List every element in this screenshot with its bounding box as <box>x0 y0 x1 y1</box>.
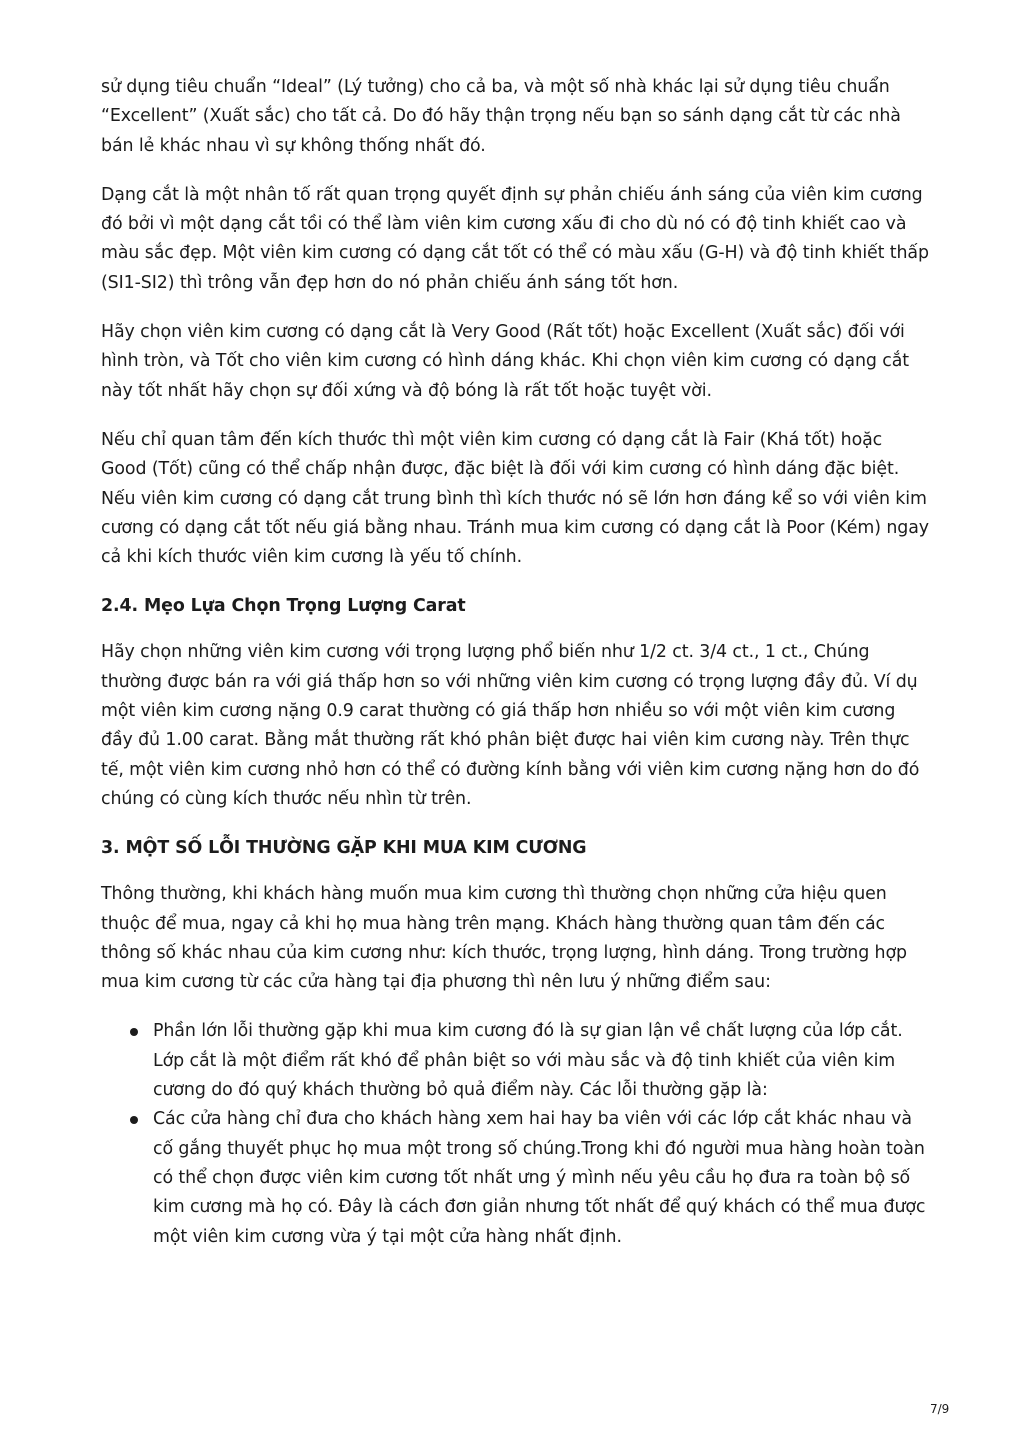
bullet-icon <box>130 1028 138 1036</box>
paragraph-carat-tips: Hãy chọn những viên kim cương với trọng lượng phổ biến như 1/2 ct. 3/4 ct., 1 ct., Chúng thường được bán ra với giá thấp hơn so với những viên kim cương có trọng lượng đầy đủ. Ví dụ một viên kim cương nặng 0.9 carat thường có giá thấp hơn nhiều so với một viên kim cương đầy đủ 1.00 carat. Bằng mắt thường rất khó phân biệt được hai viên kim cương này. Trên thực tế, một viên kim cương nhỏ hơn có thể có đường kính bằng với viên kim cương nặng hơn do đó chúng có cùng kích thước nếu nhìn từ trên. <box>101 642 920 809</box>
paragraph-common-mistakes: Thông thường, khi khách hàng muốn mua kim cương thì thường chọn những cửa hiệu quen thuộc để mua, ngay cả khi họ mua hàng trên mạng. Khách hàng thường quan tâm đến các thông số khác nhau của kim cương như: kích thước, trọng lượng, hình dáng. Trong trường hợp mua kim cương từ các cửa hàng tại địa phương thì nên lưu ý những điểm sau: <box>101 884 907 993</box>
list-item-text: Phần lớn lỗi thường gặp khi mua kim cương đó là sự gian lận về chất lượng của lớp cắt. Lớp cắt là một điểm rất khó để phân biệt so với màu sắc và độ tinh khiết của viên kim cương do đó quý khách thường bỏ quả điểm này. Các lỗi thường gặp là: <box>153 1021 903 1101</box>
list-item <box>101 1105 929 1251</box>
list-item-text: Các cửa hàng chỉ đưa cho khách hàng xem hai hay ba viên với các lớp cắt khác nhau và cố gắng thuyết phục họ mua một trong số chúng.Trong khi đó người mua hàng hoàn toàn có thể chọn được viên kim cương tốt nhất ưng ý mình nếu yêu cầu họ đưa ra toàn bộ số kim cương mà họ có. Đây là cách đơn giản nhưng tốt nhất để quý khách có thể mua được một viên kim cương vừa ý tại một cửa hàng nhất định. <box>153 1109 926 1247</box>
mistakes-list <box>101 1017 929 1251</box>
list-item <box>101 1017 929 1105</box>
heading-common-mistakes: 3. MỘT SỐ LỖI THƯỜNG GẶP KHI MUA KIM CƯƠNG <box>101 838 587 859</box>
heading-carat-tips: 2.4. Mẹo Lựa Chọn Trọng Lượng Carat <box>101 596 466 617</box>
paragraph-choose-cut: Hãy chọn viên kim cương có dạng cắt là Very Good (Rất tốt) hoặc Excellent (Xuất sắc) đối với hình tròn, và Tốt cho viên kim cương có hình dáng khác. Khi chọn viên kim cương có dạng cắt này tốt nhất hãy chọn sự đối xứng và độ bóng là rất tốt hoặc tuyệt vời. <box>101 322 909 401</box>
document-body <box>101 73 929 1252</box>
bullet-icon <box>130 1116 138 1124</box>
page-number: 7/9 <box>930 1402 950 1416</box>
paragraph-cut-importance: Dạng cắt là một nhân tố rất quan trọng quyết định sự phản chiếu ánh sáng của viên kim cương đó bởi vì một dạng cắt tồi có thể làm viên kim cương xấu đi cho dù nó có độ tinh khiết cao và màu sắc đẹp. Một viên kim cương có dạng cắt tốt có thể có màu xấu (G-H) và độ tinh khiết thấp (SI1-SI2) thì trông vẫn đẹp hơn do nó phản chiếu ánh sáng tốt hơn. <box>101 184 929 293</box>
paragraph-ideal-excellent: sử dụng tiêu chuẩn “Ideal” (Lý tưởng) cho cả ba, và một số nhà khác lại sử dụng tiêu chuẩn “Excellent” (Xuất sắc) cho tất cả. Do đó hãy thận trọng nếu bạn so sánh dạng cắt từ các nhà bán lẻ khác nhau vì sự không thống nhất đó. <box>101 77 901 156</box>
paragraph-size-priority: Nếu chỉ quan tâm đến kích thước thì một viên kim cương có dạng cắt là Fair (Khá tốt) hoặc Good (Tốt) cũng có thể chấp nhận được, đặc biệt là đối với kim cương có hình dáng đặc biệt. Nếu viên kim cương có dạng cắt trung bình thì kích thước nó sẽ lớn hơn đáng kể so với viên kim cương có dạng cắt tốt nếu giá bằng nhau. Tránh mua kim cương có dạng cắt là Poor (Kém) ngay cả khi kích thước viên kim cương là yếu tố chính. <box>101 429 929 568</box>
